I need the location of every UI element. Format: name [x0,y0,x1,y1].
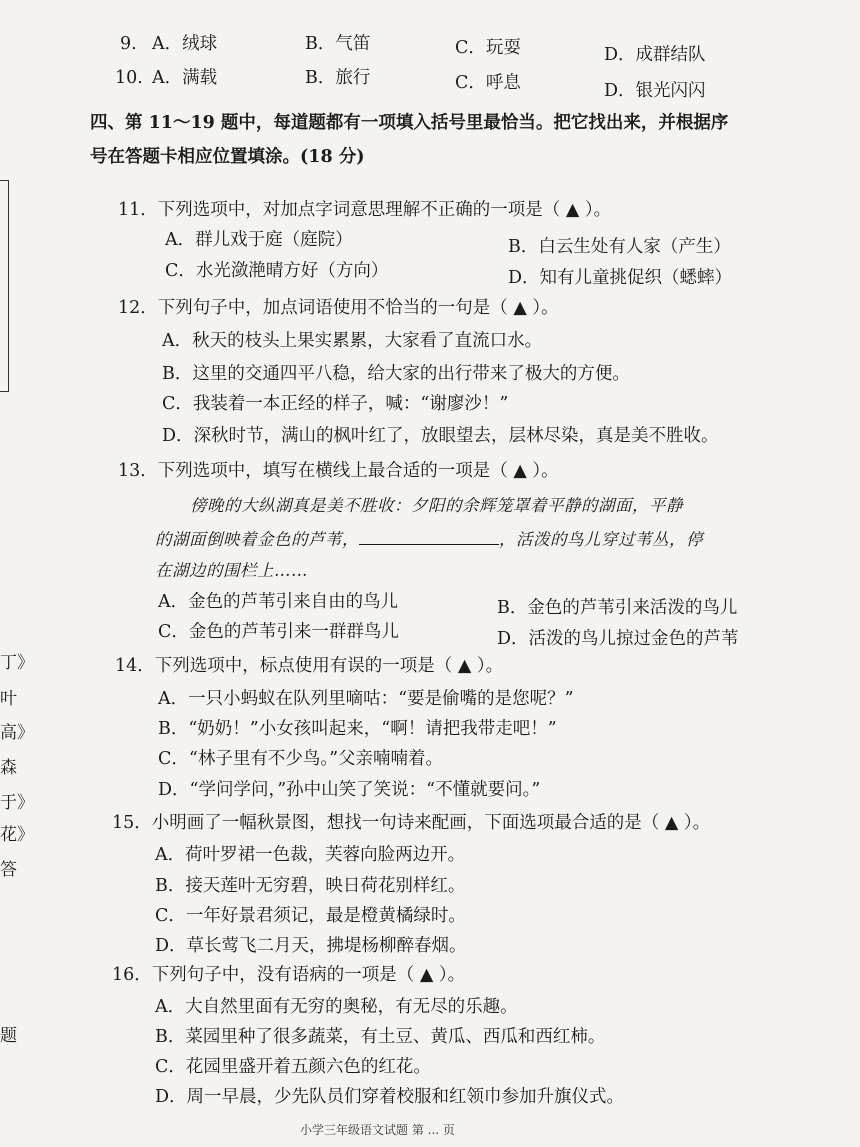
margin-fragment: 答 [0,860,17,880]
q14-option-c: C．“林子里有不少鸟。”父亲喃喃着。 [158,749,444,769]
option-c: C．玩耍 [455,38,521,58]
margin-fragment: 高》 [0,723,34,743]
q13-passage-line-3: 在湖边的围栏上…… [155,561,308,580]
q14-option-d: D．“学问学问，”孙中山笑了笑说：“不懂就要问。” [158,780,541,800]
q13-passage-end: ，活泼的鸟儿穿过苇丛，停 [499,530,703,549]
question-13-stem: 13．下列选项中，填写在横线上最合适的一项是（ ▲ ）。 [118,461,559,481]
section-heading-line-2: 号在答题卡相应位置填涂。(18 分) [90,147,365,167]
q11-option-d: D．知有儿童挑促织（蟋蟀） [508,268,733,288]
margin-fragment: 森 [0,758,17,778]
q13-passage-line-1: 傍晚的大纵湖真是美不胜收：夕阳的余辉笼罩着平静的湖面，平静 [190,496,683,515]
q15-option-b: B．接天莲叶无穷碧，映日荷花别样红。 [155,876,466,896]
option-a: A．满载 [152,68,218,88]
q11-option-b: B．白云生处有人家（产生） [508,237,731,257]
question-number: 10. [115,68,143,88]
q16-option-a: A．大自然里面有无穷的奥秘，有无尽的乐趣。 [155,997,518,1017]
q15-option-c: C．一年好景君须记，最是橙黄橘绿时。 [155,906,466,926]
question-11-stem: 11．下列选项中，对加点字词意思理解不正确的一项是（ ▲ ）。 [118,200,612,220]
q13-passage-line-2 [155,528,703,551]
option-d: D．成群结队 [604,45,706,65]
answer-margin-box [0,180,9,392]
margin-fragment: 叶 [0,689,17,709]
margin-fragment: 于》 [0,793,34,813]
q16-option-c: C．花园里盛开着五颜六色的红花。 [155,1057,431,1077]
page-footer: 小学三年级语文试题 第 ... 页 [300,1123,455,1137]
margin-fragment: 丁》 [0,653,34,673]
question-14-stem: 14．下列选项中，标点使用有误的一项是（ ▲ ）。 [115,656,504,676]
option-d: D．银光闪闪 [604,81,706,101]
margin-fragment: 花》 [0,825,34,845]
option-a: A．绒球 [152,34,218,54]
question-number: 9. [120,34,137,54]
q11-option-a: A．群儿戏于庭（庭院） [165,230,353,250]
option-b: B．旅行 [305,68,371,88]
q15-option-d: D．草长莺飞二月天，拂堤杨柳醉春烟。 [155,936,467,956]
margin-fragment: 题 [0,1026,17,1046]
q13-option-b: B．金色的芦苇引来活泼的鸟儿 [497,598,738,618]
q12-option-d: D．深秋时节，满山的枫叶红了，放眼望去，层林尽染，真是美不胜收。 [162,426,719,446]
option-c: C．呼息 [455,73,521,93]
q13-option-a: A．金色的芦苇引来自由的鸟儿 [158,592,399,612]
question-15-stem: 15．小明画了一幅秋景图，想找一句诗来配画，下面选项最合适的是（ ▲ ）。 [112,813,711,833]
q14-option-b: B．“奶奶！”小女孩叫起来，“啊！请把我带走吧！” [158,719,557,739]
q13-option-d: D．活泼的鸟儿掠过金色的芦苇 [497,629,739,649]
q13-option-c: C．金色的芦苇引来一群群鸟儿 [158,622,399,642]
question-12-stem: 12．下列句子中，加点词语使用不恰当的一句是（ ▲ ）。 [118,298,559,318]
fill-in-blank [359,528,499,545]
question-16-stem: 16．下列句子中，没有语病的一项是（ ▲ ）。 [112,965,466,985]
option-b: B．气笛 [305,34,371,54]
q13-passage-start: 的湖面倒映着金色的芦苇， [155,530,359,549]
q12-option-a: A．秋天的枝头上果实累累，大家看了直流口水。 [162,331,543,351]
q12-option-b: B．这里的交通四平八稳，给大家的出行带来了极大的方便。 [162,364,630,384]
q14-option-a: A．一只小蚂蚁在队列里嘀咕：“要是偷嘴的是您呢？” [158,689,574,709]
q16-option-b: B．菜园里种了很多蔬菜，有土豆、黄瓜、西瓜和西红柿。 [155,1027,606,1047]
q16-option-d: D．周一早晨，少先队员们穿着校服和红领巾参加升旗仪式。 [155,1087,625,1107]
section-heading-line-1: 四、第 11～19 题中，每道题都有一项填入括号里最恰当。把它找出来，并根据序 [90,113,729,133]
q11-option-c: C．水光潋滟晴方好（方向） [165,261,389,281]
q12-option-c: C．我装着一本正经的样子，喊：“谢廖沙！” [162,394,509,414]
q15-option-a: A．荷叶罗裙一色裁，芙蓉向脸两边开。 [155,845,466,865]
